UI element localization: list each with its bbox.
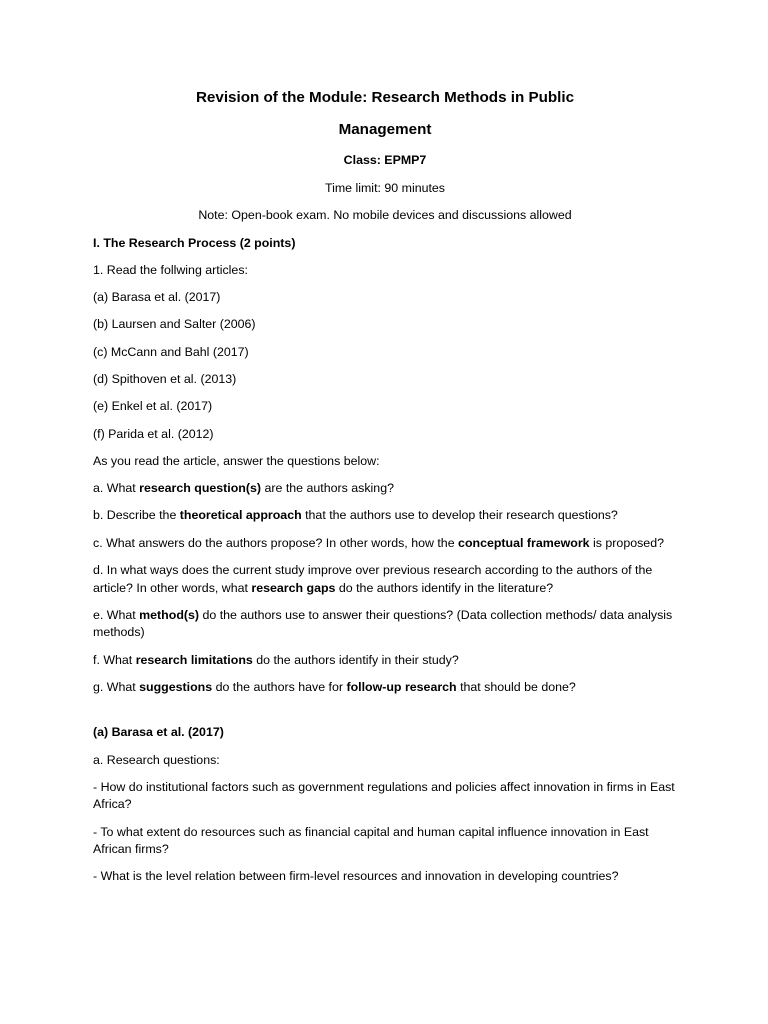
question-text: do the authors identify in their study? bbox=[252, 652, 459, 667]
question-text: g. What bbox=[93, 679, 140, 694]
question-d bbox=[93, 562, 677, 597]
answer-subheading: a. Research questions: bbox=[93, 752, 220, 767]
answer-heading: (a) Barasa et al. (2017) bbox=[93, 725, 224, 740]
question-b bbox=[93, 507, 677, 525]
answer-item: - How do institutional factors such as government regulations and policies affect innovation in firms in East Africa? bbox=[93, 779, 675, 812]
answer-item: - What is the level relation between firm-level resources and innovation in developing countries? bbox=[93, 869, 619, 884]
question-text: that should be done? bbox=[456, 679, 576, 694]
question-keyword: research question(s) bbox=[139, 481, 262, 496]
question-keyword: conceptual framework bbox=[458, 535, 590, 550]
question-text: do the authors use to answer their questions? (Data collection methods/ data analysis methods) bbox=[93, 607, 673, 640]
document-title-line-2: Management bbox=[338, 121, 432, 138]
section-heading: I. The Research Process (2 points) bbox=[93, 235, 296, 250]
question-a bbox=[93, 480, 677, 498]
question-text: do the authors have for bbox=[212, 679, 347, 694]
question-keyword: suggestions bbox=[139, 679, 213, 694]
read-instruction: 1. Read the follwing articles: bbox=[93, 262, 248, 277]
document-title-line-1: Revision of the Module: Research Methods in Public bbox=[195, 89, 575, 106]
question-text: c. What answers do the authors propose? In other words, how the bbox=[93, 535, 459, 550]
class-label: Class: EPMP7 bbox=[343, 153, 427, 167]
question-keyword: method(s) bbox=[139, 607, 200, 622]
question-keyword: follow-up research bbox=[346, 679, 457, 694]
question-text: b. Describe the bbox=[93, 508, 180, 523]
article-item: (d) Spithoven et al. (2013) bbox=[93, 371, 237, 386]
document-body bbox=[93, 86, 677, 896]
question-keyword: theoretical approach bbox=[179, 508, 302, 523]
article-item: (b) Laursen and Salter (2006) bbox=[93, 317, 256, 332]
question-keyword: research limitations bbox=[135, 652, 253, 667]
question-text: e. What bbox=[93, 607, 140, 622]
blank-line bbox=[93, 706, 677, 724]
question-keyword: research gaps bbox=[251, 580, 336, 595]
question-text: d. In what ways does the current study improve over previous research according to the authors of the article? In other words, what bbox=[93, 563, 653, 595]
question-text: f. What bbox=[93, 652, 136, 667]
article-item: (a) Barasa et al. (2017) bbox=[93, 290, 221, 305]
question-text: a. What bbox=[93, 481, 140, 496]
question-text: do the authors identify in the literature? bbox=[335, 580, 554, 595]
article-item: (e) Enkel et al. (2017) bbox=[93, 399, 213, 414]
article-item: (f) Parida et al. (2012) bbox=[93, 426, 214, 441]
question-c bbox=[93, 535, 677, 553]
question-f bbox=[93, 652, 677, 670]
question-text: that the authors use to develop their research questions? bbox=[301, 508, 618, 523]
answer-instruction: As you read the article, answer the questions below: bbox=[93, 453, 380, 468]
answer-item: - To what extent do resources such as financial capital and human capital influence innovation in East African firms? bbox=[93, 824, 649, 857]
question-e bbox=[93, 607, 677, 642]
article-item: (c) McCann and Bahl (2017) bbox=[93, 344, 249, 359]
question-text: is proposed? bbox=[589, 535, 664, 550]
question-text: are the authors asking? bbox=[261, 481, 394, 496]
exam-note: Note: Open-book exam. No mobile devices and discussions allowed bbox=[198, 208, 572, 222]
time-limit: Time limit: 90 minutes bbox=[324, 180, 446, 195]
question-g bbox=[93, 679, 677, 697]
